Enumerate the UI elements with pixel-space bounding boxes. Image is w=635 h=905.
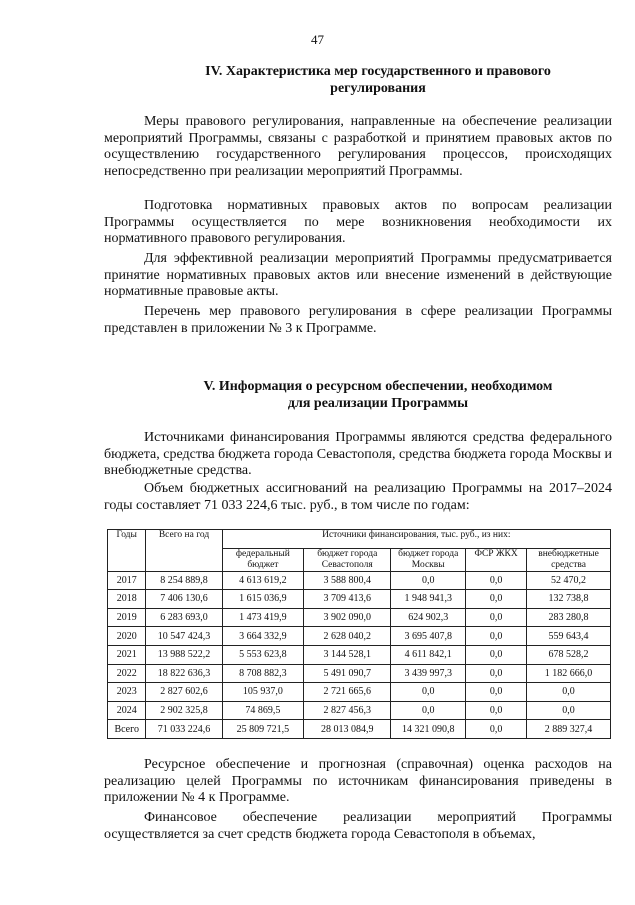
closing-paragraph-1: Ресурсное обеспечение и прогнозная (справочная) оценка расходов на реализацию целей Программы по источникам финансирования приведены в приложении № 4 к Программе. xyxy=(104,757,612,806)
cell-fsr: 0,0 xyxy=(466,645,527,664)
cell-mos: 0,0 xyxy=(391,701,466,720)
section-5-paragraph-1: Источниками финансирования Программы являются средства федерального бюджета, средства бюджета города Севастополя, средства бюджета города Москвы и внебюджетные средства. xyxy=(104,430,612,479)
cell-vne: 678 528,2 xyxy=(527,645,611,664)
cell-mos: 3 439 997,3 xyxy=(391,664,466,683)
table-row xyxy=(108,701,611,720)
table-row xyxy=(108,590,611,609)
cell-fed: 74 869,5 xyxy=(222,701,304,720)
table-row xyxy=(108,608,611,627)
cell-fsr: 0,0 xyxy=(466,608,527,627)
cell-vne: 132 738,8 xyxy=(527,590,611,609)
section-4-heading xyxy=(128,63,628,97)
cell-year: 2019 xyxy=(108,608,146,627)
cell-vne: 1 182 666,0 xyxy=(527,664,611,683)
cell-vne: 52 470,2 xyxy=(527,571,611,590)
header-moscow: бюджет города Москвы xyxy=(391,548,466,571)
cell-mos: 14 321 090,8 xyxy=(391,720,466,739)
header-sevastopol: бюджет города Севастополя xyxy=(304,548,391,571)
cell-mos: 0,0 xyxy=(391,683,466,702)
cell-sev: 5 491 090,7 xyxy=(304,664,391,683)
section-5-heading-line1: V. Информация о ресурсном обеспечении, необходимом xyxy=(203,379,553,394)
cell-sev: 3 709 413,6 xyxy=(304,590,391,609)
cell-fsr: 0,0 xyxy=(466,590,527,609)
cell-year: 2024 xyxy=(108,701,146,720)
cell-year: 2018 xyxy=(108,590,146,609)
table-row xyxy=(108,571,611,590)
section-4-paragraph-3: Для эффективной реализации мероприятий Программы предусматривается принятие нормативных правовых актов или внесение изменений в действующие нормативные правовые акты. xyxy=(104,251,612,300)
cell-fsr: 0,0 xyxy=(466,720,527,739)
cell-mos: 4 611 842,1 xyxy=(391,645,466,664)
cell-fed: 1 615 036,9 xyxy=(222,590,304,609)
cell-year: 2017 xyxy=(108,571,146,590)
cell-total: 18 822 636,3 xyxy=(146,664,222,683)
cell-vne: 0,0 xyxy=(527,701,611,720)
cell-year: 2020 xyxy=(108,627,146,646)
cell-fed: 3 664 332,9 xyxy=(222,627,304,646)
table-row xyxy=(108,664,611,683)
cell-total: 2 902 325,8 xyxy=(146,701,222,720)
table-row xyxy=(108,683,611,702)
cell-vne: 2 889 327,4 xyxy=(527,720,611,739)
cell-total: 7 406 130,6 xyxy=(146,590,222,609)
page-number: 47 xyxy=(311,32,324,47)
section-5-heading xyxy=(128,378,628,412)
cell-fed: 1 473 419,9 xyxy=(222,608,304,627)
cell-fed: 4 613 619,2 xyxy=(222,571,304,590)
section-4-heading-line2: регулирования xyxy=(330,81,426,96)
cell-vne: 0,0 xyxy=(527,683,611,702)
cell-mos: 624 902,3 xyxy=(391,608,466,627)
cell-fsr: 0,0 xyxy=(466,627,527,646)
cell-mos: 0,0 xyxy=(391,571,466,590)
cell-total: 8 254 889,8 xyxy=(146,571,222,590)
cell-fed: 8 708 882,3 xyxy=(222,664,304,683)
cell-fed: 25 809 721,5 xyxy=(222,720,304,739)
cell-total: 71 033 224,6 xyxy=(146,720,222,739)
closing-paragraph-2: Финансовое обеспечение реализации мероприятий Программы осуществляется за счет средств бюджета города Севастополя в объемах, xyxy=(104,810,612,842)
cell-year: 2022 xyxy=(108,664,146,683)
cell-fed: 105 937,0 xyxy=(222,683,304,702)
header-years: Годы xyxy=(108,530,146,572)
section-4-paragraph-1: Меры правового регулирования, направленные на обеспечение реализации мероприятий Программы, связаны с разработкой и принятием правовых актов по осуществлению государственного регулирования процессов, происходящих непосредственно при реализации мероприятий Программы. xyxy=(104,114,612,179)
table-body xyxy=(108,571,611,738)
header-fsr: ФСР ЖКХ xyxy=(466,548,527,571)
cell-fsr: 0,0 xyxy=(466,701,527,720)
cell-year: Всего xyxy=(108,720,146,739)
cell-vne: 559 643,4 xyxy=(527,627,611,646)
section-4-paragraph-4: Перечень мер правового регулирования в сфере реализации Программы представлен в приложении № 3 к Программе. xyxy=(104,304,612,336)
cell-mos: 1 948 941,3 xyxy=(391,590,466,609)
cell-fsr: 0,0 xyxy=(466,571,527,590)
header-extrabudgetary: внебюджетные средства xyxy=(527,548,611,571)
cell-vne: 283 280,8 xyxy=(527,608,611,627)
table-row xyxy=(108,720,611,739)
cell-sev: 3 144 528,1 xyxy=(304,645,391,664)
header-total: Всего на год xyxy=(146,530,222,572)
header-sources: Источники финансирования, тыс. руб., из них: xyxy=(222,530,610,549)
cell-total: 2 827 602,6 xyxy=(146,683,222,702)
financing-table xyxy=(107,529,611,739)
cell-fed: 5 553 623,8 xyxy=(222,645,304,664)
cell-sev: 3 902 090,0 xyxy=(304,608,391,627)
cell-fsr: 0,0 xyxy=(466,664,527,683)
cell-sev: 2 827 456,3 xyxy=(304,701,391,720)
cell-mos: 3 695 407,8 xyxy=(391,627,466,646)
table-row xyxy=(108,627,611,646)
table-header-row xyxy=(108,530,611,549)
cell-total: 10 547 424,3 xyxy=(146,627,222,646)
cell-sev: 2 721 665,6 xyxy=(304,683,391,702)
section-5-heading-line2: для реализации Программы xyxy=(287,396,469,411)
cell-sev: 3 588 800,4 xyxy=(304,571,391,590)
section-4-paragraph-2: Подготовка нормативных правовых актов по вопросам реализации Программы осуществляется по мере возникновения необходимости их нормативного правового регулирования. xyxy=(104,198,612,247)
cell-year: 2023 xyxy=(108,683,146,702)
header-federal: федеральный бюджет xyxy=(222,548,304,571)
cell-year: 2021 xyxy=(108,645,146,664)
cell-sev: 2 628 040,2 xyxy=(304,627,391,646)
section-5-paragraph-2: Объем бюджетных ассигнований на реализацию Программы на 2017–2024 годы составляет 71 033 224,6 тыс. руб., в том числе по годам: xyxy=(104,481,612,513)
cell-fsr: 0,0 xyxy=(466,683,527,702)
cell-total: 13 988 522,2 xyxy=(146,645,222,664)
cell-total: 6 283 693,0 xyxy=(146,608,222,627)
table-row xyxy=(108,645,611,664)
cell-sev: 28 013 084,9 xyxy=(304,720,391,739)
section-4-heading-line1: IV. Характеристика мер государственного и правового xyxy=(205,64,551,79)
